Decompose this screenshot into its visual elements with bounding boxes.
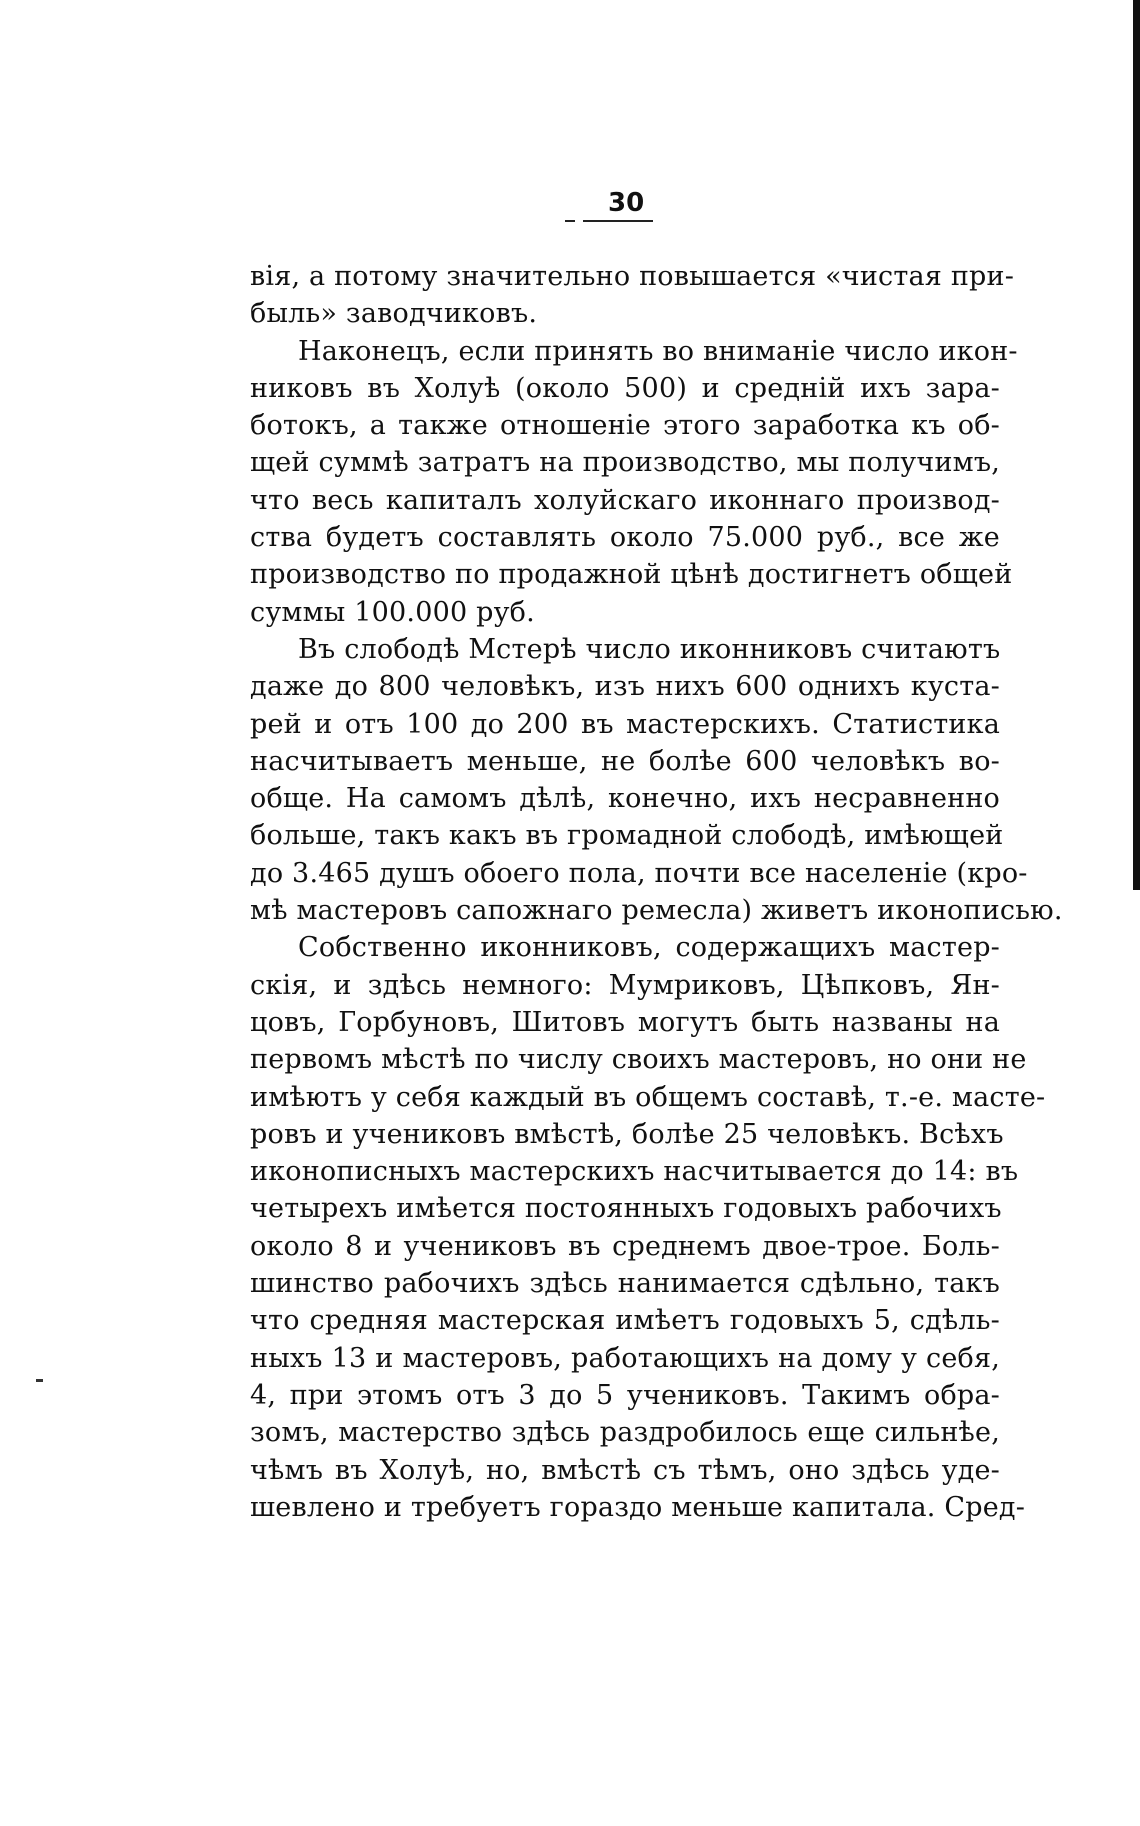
text-line: Собственно иконниковъ, содержащихъ мастер- xyxy=(298,932,1000,964)
text-line: вія, а потому значительно повышается «чистая при- xyxy=(250,261,1015,292)
text-line: шинство рабочихъ здѣсь нанимается сдѣльно, такъ xyxy=(250,1268,1000,1300)
text-line: Въ слободѣ Мстерѣ число иконниковъ считаютъ xyxy=(298,633,1001,665)
text-line: что весь капиталъ холуйскаго иконнаго производ- xyxy=(250,484,1000,516)
text-line: шевлено и требуетъ гораздо меньше капитала. Сред- xyxy=(250,1491,1026,1523)
page-edge-shadow xyxy=(1133,0,1140,890)
text-line: 4, при этомъ отъ 3 до 5 учениковъ. Такимъ обра- xyxy=(250,1379,1000,1411)
text-line: насчитываетъ меньше, не болѣе 600 человѣкъ во- xyxy=(250,745,1000,777)
text-line: Наконецъ, если принять во вниманіе число икон- xyxy=(298,335,1018,367)
text-line: ныхъ 13 и мастеровъ, работающихъ на дому у себя, xyxy=(250,1342,1000,1374)
text-line: до 3.465 душъ обоего пола, почти все населеніе (кро- xyxy=(250,857,1028,889)
text-line: иконописныхъ мастерскихъ насчитывается до 14: въ xyxy=(250,1156,1019,1188)
text-line: больше, такъ какъ въ громадной слободѣ, имѣющей xyxy=(250,820,1004,852)
text-line: никовъ въ Холуѣ (около 500) и среднiй ихъ зара- xyxy=(250,372,1000,404)
text-line: что средняя мастерская имѣетъ годовыхъ 5, сдѣль- xyxy=(250,1305,1000,1337)
page-number-rule xyxy=(583,220,653,222)
body-text xyxy=(250,258,1063,1526)
text-line: четырехъ имѣется постоянныхъ годовыхъ рабочихъ xyxy=(250,1193,1002,1225)
text-line: имѣютъ у себя каждый въ общемъ составѣ, т.-е. масте- xyxy=(250,1081,1046,1113)
text-line: ботокъ, а также отношеніе этого заработка къ об- xyxy=(250,410,1000,442)
text-line: мѣ мастеровъ сапожнаго ремесла) живетъ иконописью. xyxy=(250,895,1063,927)
text-line: суммы 100.000 руб. xyxy=(250,596,535,628)
text-line: быль» заводчиковъ. xyxy=(250,298,538,330)
text-line: ства будетъ составлять около 75.000 руб., все же xyxy=(250,522,1000,554)
text-line: рей и отъ 100 до 200 въ мастерскихъ. Статистика xyxy=(250,708,1000,740)
text-line: ровъ и учениковъ вмѣстѣ, болѣе 25 человѣкъ. Всѣхъ xyxy=(250,1118,1004,1150)
scan-mark xyxy=(36,1379,43,1382)
text-line: около 8 и учениковъ въ среднемъ двое-трое. Боль- xyxy=(250,1230,1000,1262)
text-line: обще. На самомъ дѣлѣ, конечно, ихъ несравненно xyxy=(250,783,1000,815)
text-line: даже до 800 человѣкъ, изъ нихъ 600 однихъ куста- xyxy=(250,671,1000,703)
text-line: чѣмъ въ Холуѣ, но, вмѣстѣ съ тѣмъ, оно здѣсь уде- xyxy=(250,1454,1000,1486)
text-line: щей суммѣ затратъ на производство, мы получимъ, xyxy=(250,447,1000,479)
text-line: зомъ, мастерство здѣсь раздробилось еще сильнѣе, xyxy=(250,1417,1000,1449)
text-line: производство по продажной цѣнѣ достигнетъ общей xyxy=(250,559,1013,591)
text-line: цовъ, Горбуновъ, Шитовъ могутъ быть названы на xyxy=(250,1006,1000,1038)
text-line: скія, и здѣсь немного: Мумриковъ, Цѣпковъ, Ян- xyxy=(250,969,1000,1001)
page-number: 30 xyxy=(608,188,645,218)
text-line: первомъ мѣстѣ по числу своихъ мастеровъ, но они не xyxy=(250,1044,1027,1076)
